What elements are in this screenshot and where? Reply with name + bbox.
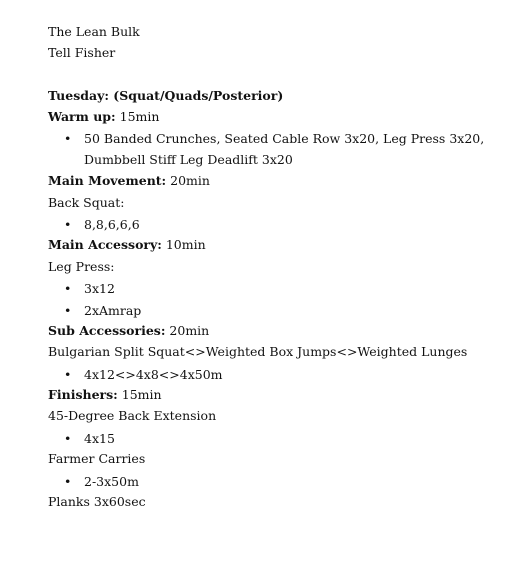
main-movement-label: Main Movement:	[48, 173, 167, 188]
warmup-label: Warm up:	[48, 109, 116, 124]
main-accessory-heading	[48, 237, 206, 253]
main-movement-item: 8,8,6,6,6	[84, 217, 140, 232]
sub-accessories-duration: 20min	[165, 323, 210, 338]
bullet-icon: •	[64, 217, 72, 232]
finishers-item: 4x15	[84, 431, 115, 446]
main-accessory-exercise: Leg Press:	[48, 259, 115, 274]
bullet-icon: •	[64, 303, 72, 318]
list-item	[48, 128, 498, 170]
finishers-duration: 15min	[117, 387, 162, 402]
bullet-icon: •	[64, 281, 72, 296]
warmup-heading	[48, 109, 159, 125]
list-item	[48, 300, 498, 321]
day-heading: Tuesday: (Squat/Quads/Posterior)	[48, 88, 284, 103]
finishers-heading	[48, 387, 162, 403]
main-movement-duration: 20min	[166, 173, 210, 188]
list-item	[48, 214, 498, 235]
sub-accessories-item: 4x12<>4x8<>4x50m	[84, 367, 223, 382]
main-movement-heading	[48, 173, 210, 189]
document-author: Tell Fisher	[48, 45, 116, 60]
finishers-exercise: 45-Degree Back Extension	[48, 408, 217, 423]
bullet-icon: •	[64, 367, 72, 382]
main-accessory-item: 2xAmrap	[84, 303, 142, 318]
sub-accessories-heading	[48, 323, 209, 339]
main-accessory-item: 3x12	[84, 281, 115, 296]
list-item	[48, 471, 498, 492]
list-item	[48, 364, 498, 385]
bullet-icon: •	[64, 474, 72, 489]
bullet-icon: •	[64, 431, 72, 446]
finishers-item: 2-3x50m	[84, 474, 139, 489]
warmup-duration: 15min	[115, 109, 160, 124]
main-accessory-duration: 10min	[161, 237, 206, 252]
warmup-item: 50 Banded Crunches, Seated Cable Row 3x20, Leg Press 3x20, Dumbbell Stiff Leg Deadlift 3x20	[84, 131, 485, 167]
finishers-label: Finishers:	[48, 387, 118, 402]
sub-accessories-exercise: Bulgarian Split Squat<>Weighted Box Jumps<>Weighted Lunges	[48, 344, 468, 359]
main-movement-exercise: Back Squat:	[48, 195, 125, 210]
list-item	[48, 278, 498, 299]
main-accessory-label: Main Accessory:	[48, 237, 162, 252]
finishers-exercise: Planks 3x60sec	[48, 494, 146, 509]
bullet-icon: •	[64, 131, 72, 146]
document-title: The Lean Bulk	[48, 24, 140, 39]
sub-accessories-label: Sub Accessories:	[48, 323, 166, 338]
list-item	[48, 428, 498, 449]
finishers-exercise: Farmer Carries	[48, 451, 146, 466]
